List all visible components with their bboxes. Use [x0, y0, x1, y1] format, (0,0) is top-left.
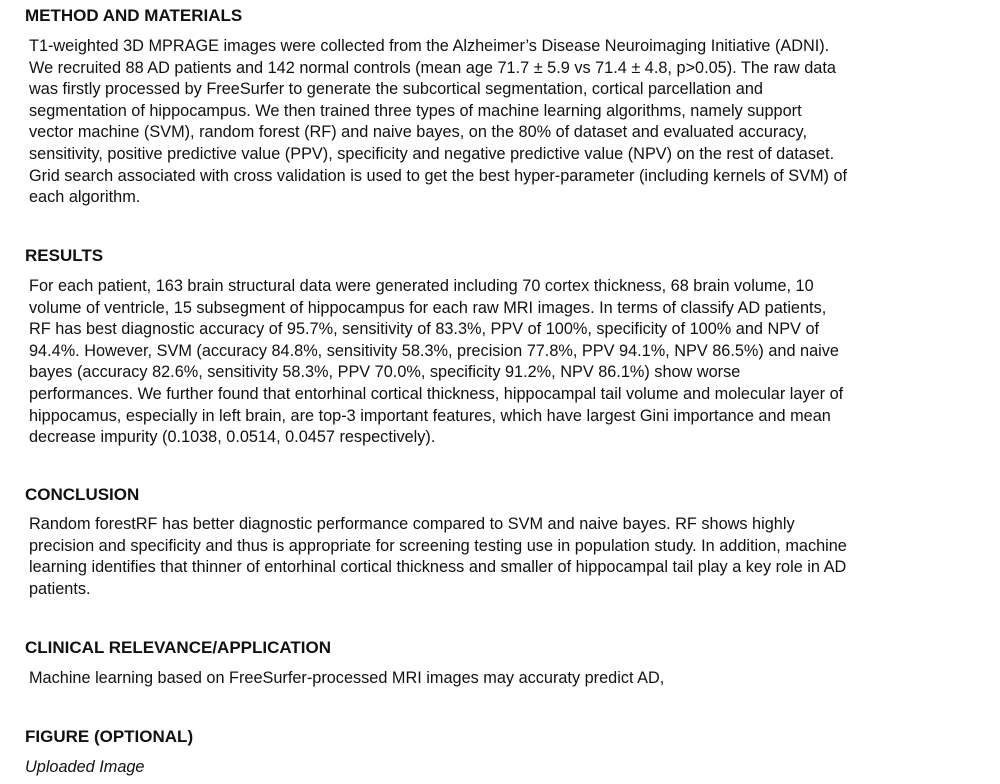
- conclusion-line: precision and specificity and thus is appropriate for screening testing use in population study. In addition, machine: [29, 536, 847, 555]
- results-line: volume of ventricle, 15 subsegment of hippocampus for each raw MRI images. In terms of classify AD patients,: [29, 298, 827, 317]
- method-line: sensitivity, positive predictive value (PPV), specificity and negative predictive value (NPV) on the rest of dataset.: [29, 144, 835, 163]
- conclusion-line: learning identifies that thinner of entorhinal cortical thickness and smaller of hippocampal tail play a key role in AD: [29, 558, 847, 577]
- results-line: For each patient, 163 brain structural data were generated including 70 cortex thickness, 68 brain volume, 10: [29, 277, 814, 295]
- method-line: Grid search associated with cross validation is used to get the best hyper-parameter (including kernels of SVM) of: [29, 166, 848, 185]
- results-line: hippocamus, especially in left brain, are top-3 important features, which have largest Gini importance and mean: [29, 406, 831, 425]
- results-line: performances. We further found that entorhinal cortical thickness, hippocampal tail volume and molecular layer of: [29, 384, 844, 403]
- method-line: segmentation of hippocampus. We then trained three types of machine learning algorithms, namely support: [29, 101, 802, 120]
- method-line: vector machine (SVM), random forest (RF) and naive bayes, on the 80% of dataset and evaluated accuracy,: [29, 123, 807, 142]
- clinical-relevance-heading: CLINICAL RELEVANCE/APPLICATION: [25, 638, 332, 657]
- results-line: decrease impurity (0.1038, 0.0514, 0.0457 respectively).: [29, 428, 436, 447]
- method-body: [29, 36, 991, 209]
- method-line: We recruited 88 AD patients and 142 normal controls (mean age 71.7 ± 5.9 vs 71.4 ± 4.8, p>0.05). The raw data: [29, 58, 836, 77]
- results-body: [29, 276, 991, 449]
- results-line: RF has best diagnostic accuracy of 95.7%, sensitivity of 83.3%, PPV of 100%, specificity of 100% and NPV of: [29, 320, 820, 339]
- uploaded-image-caption: Uploaded Image: [25, 758, 145, 776]
- results-line: bayes (accuracy 82.6%, sensitivity 58.3%, PPV 70.0%, specificity 91.2%, NPV 86.1%) show worse: [29, 363, 741, 382]
- conclusion-line: patients.: [29, 579, 91, 598]
- method-line: each algorithm.: [29, 188, 141, 207]
- conclusion-heading: CONCLUSION: [25, 485, 140, 504]
- results-line: 94.4%. However, SVM (accuracy 84.8%, sensitivity 58.3%, precision 77.8%, PPV 94.1%, NPV 86.5%) and naive: [29, 341, 839, 360]
- method-line: T1-weighted 3D MPRAGE images were collected from the Alzheimer’s Disease Neuroimaging Initiative (ADNI).: [29, 37, 830, 55]
- results-heading: RESULTS: [25, 246, 104, 265]
- clinical-relevance-body: [29, 668, 991, 690]
- method-heading: METHOD AND MATERIALS: [25, 6, 243, 25]
- figure-heading: FIGURE (OPTIONAL): [25, 727, 194, 746]
- method-line: was firstly processed by FreeSurfer to generate the subcortical segmentation, cortical parcellation and: [29, 80, 763, 99]
- conclusion-body: [29, 514, 991, 600]
- clinical-relevance-line: Machine learning based on FreeSurfer-processed MRI images may accuraty predict AD,: [29, 669, 665, 687]
- conclusion-line: Random forestRF has better diagnostic performance compared to SVM and naive bayes. RF shows highly: [29, 515, 795, 533]
